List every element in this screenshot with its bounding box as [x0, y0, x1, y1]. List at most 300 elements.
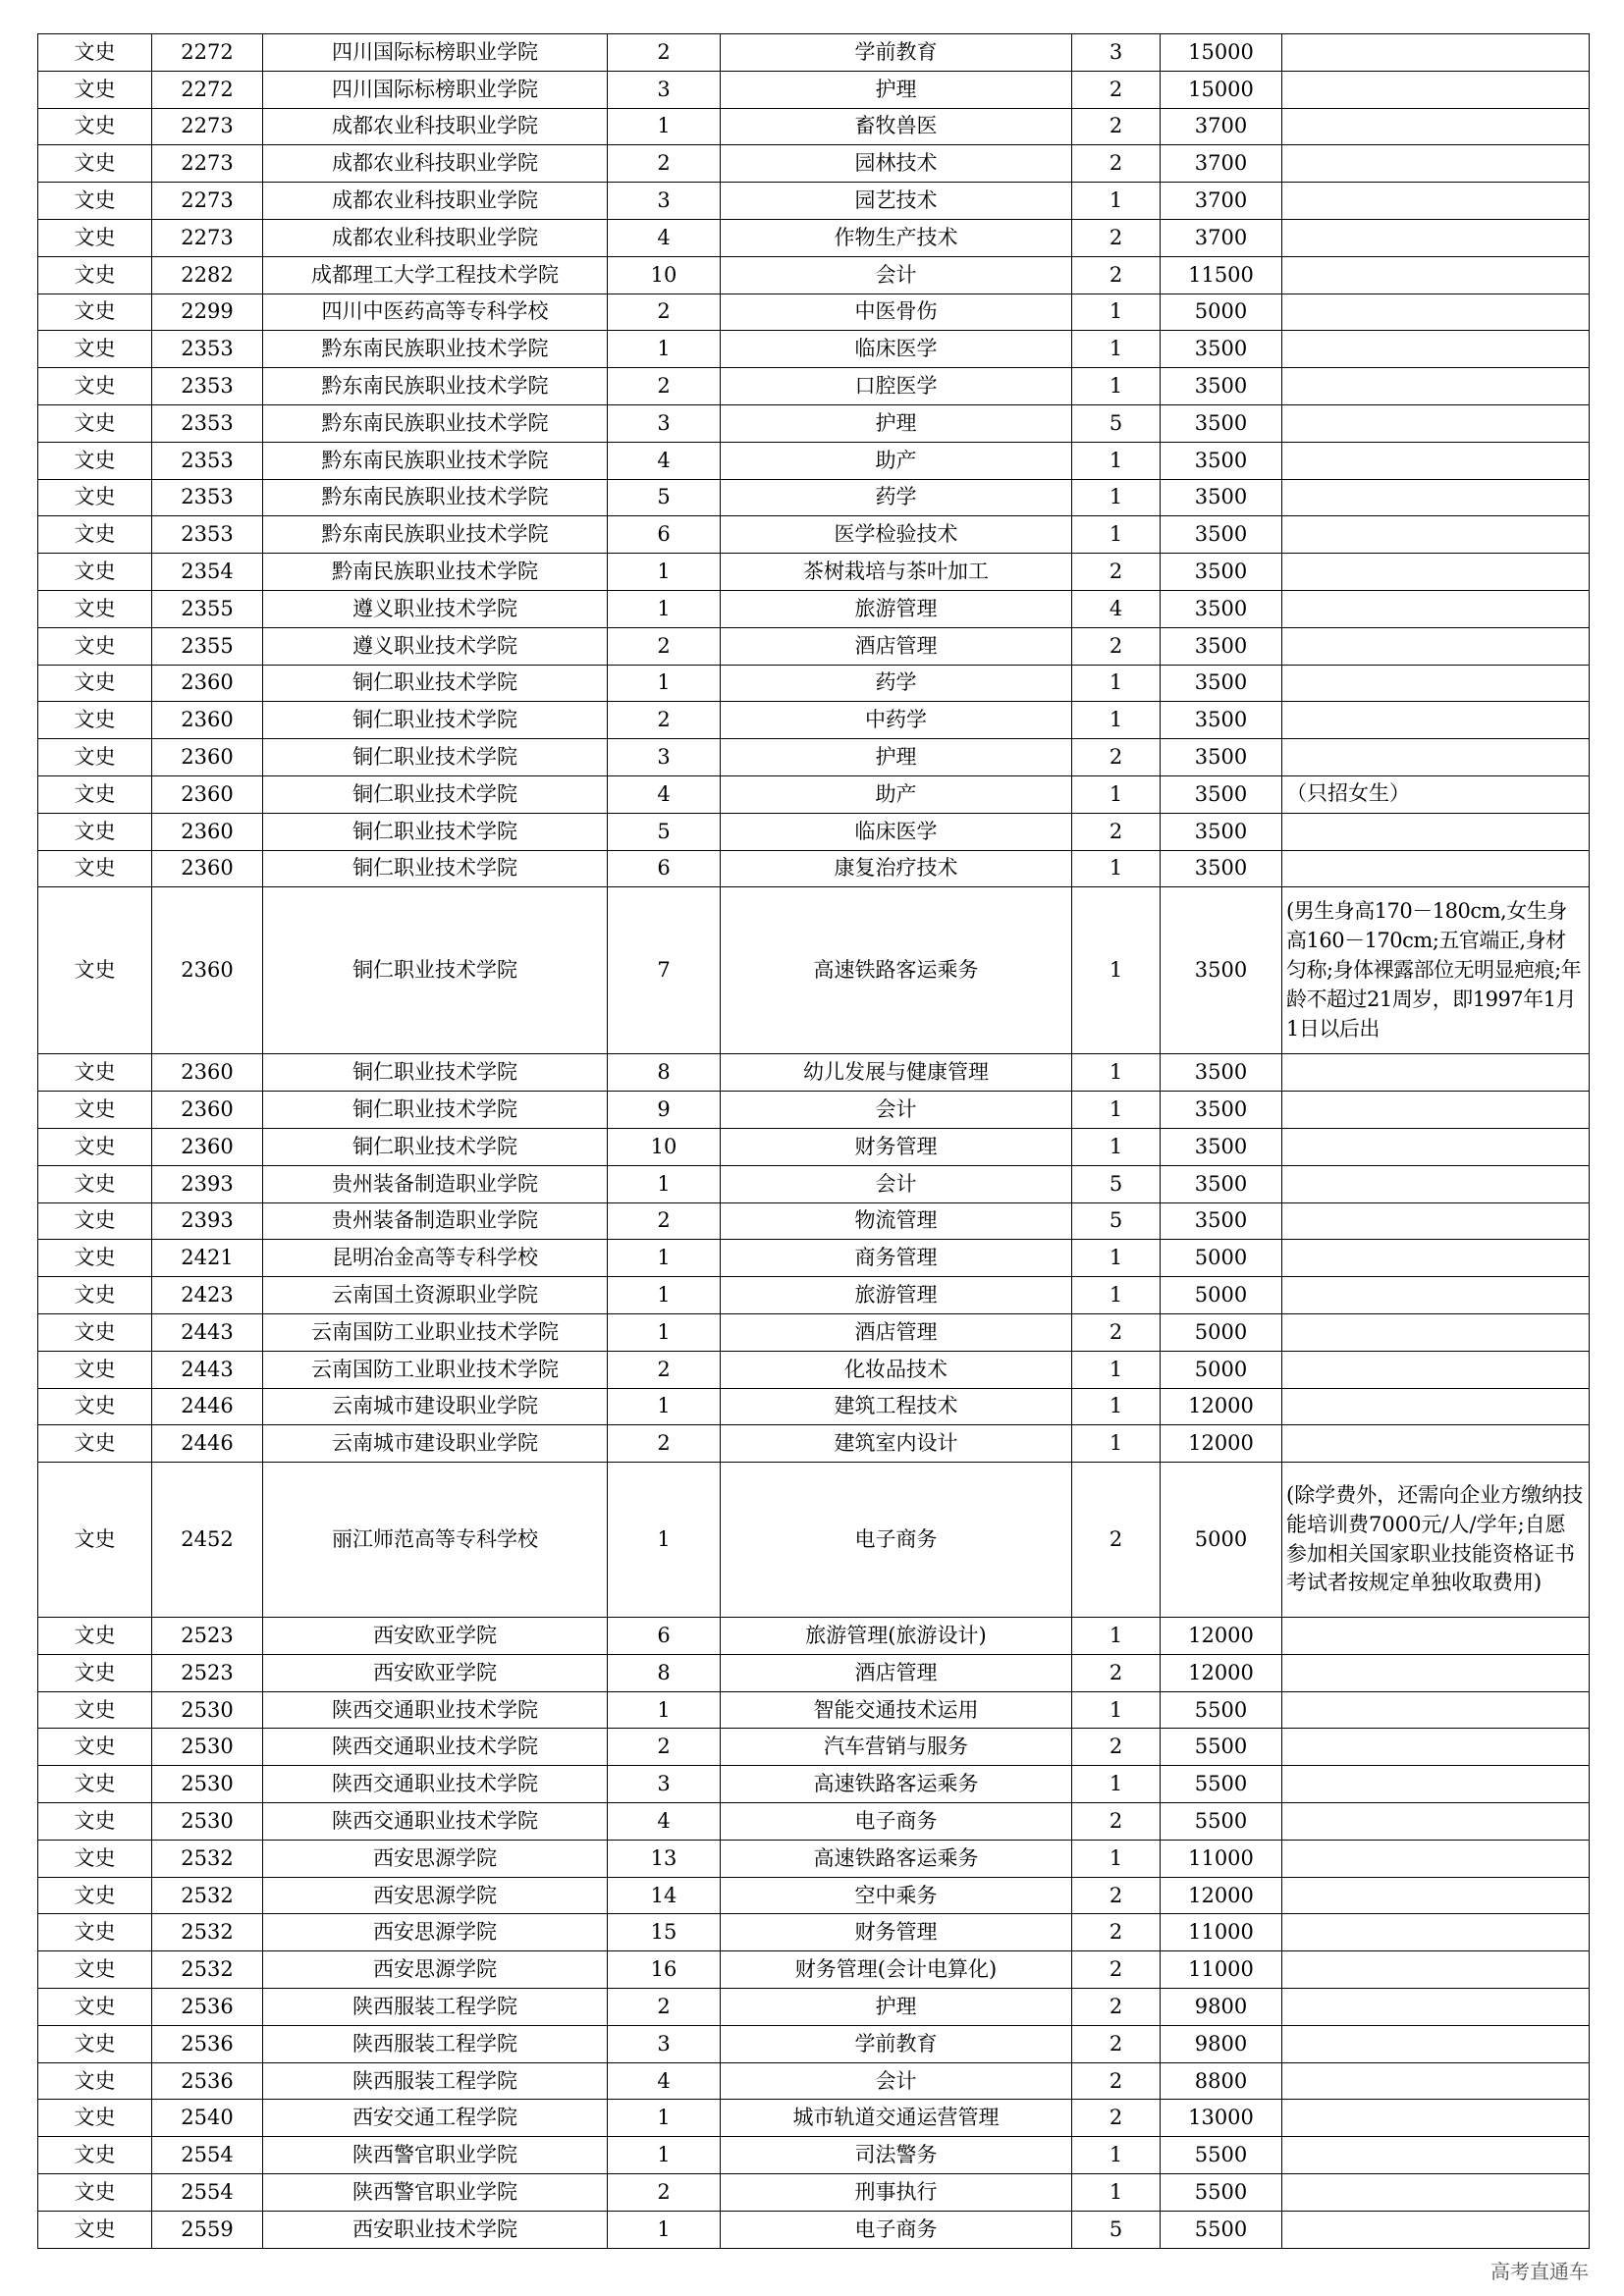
cell-note [1282, 1202, 1590, 1240]
cell-tuition: 3500 [1161, 554, 1282, 591]
cell-school-name: 云南国防工业职业技术学院 [263, 1313, 608, 1351]
cell-years: 2 [1072, 1729, 1161, 1766]
cell-note [1282, 1989, 1590, 2026]
cell-years: 2 [1072, 71, 1161, 108]
cell-school-code: 2273 [152, 219, 263, 256]
cell-tuition: 11000 [1161, 1914, 1282, 1951]
cell-tuition: 12000 [1161, 1618, 1282, 1655]
cell-subject: 文史 [38, 702, 152, 739]
cell-years: 1 [1072, 775, 1161, 813]
cell-tuition: 12000 [1161, 1425, 1282, 1463]
cell-school-name: 黔东南民族职业技术学院 [263, 479, 608, 516]
cell-school-name: 铜仁职业技术学院 [263, 775, 608, 813]
cell-major-name: 刑事执行 [721, 2174, 1072, 2212]
cell-major-code: 2 [608, 368, 721, 405]
cell-school-name: 黔南民族职业技术学院 [263, 554, 608, 591]
cell-major-code: 1 [608, 331, 721, 368]
cell-years: 1 [1072, 850, 1161, 887]
cell-school-code: 2530 [152, 1691, 263, 1729]
cell-school-name: 成都农业科技职业学院 [263, 183, 608, 220]
cell-years: 2 [1072, 813, 1161, 850]
cell-tuition: 3500 [1161, 1202, 1282, 1240]
cell-major-name: 化妆品技术 [721, 1351, 1072, 1388]
cell-note [1282, 1840, 1590, 1877]
cell-school-name: 西安欧亚学院 [263, 1654, 608, 1691]
cell-major-code: 6 [608, 516, 721, 554]
cell-school-code: 2452 [152, 1463, 263, 1618]
cell-subject: 文史 [38, 1729, 152, 1766]
cell-tuition: 5500 [1161, 2137, 1282, 2174]
cell-tuition: 5500 [1161, 2174, 1282, 2212]
table-row [38, 442, 1590, 479]
cell-major-code: 2 [608, 294, 721, 331]
cell-major-code: 8 [608, 1054, 721, 1092]
cell-major-name: 药学 [721, 665, 1072, 702]
cell-note [1282, 1054, 1590, 1092]
cell-school-code: 2360 [152, 1092, 263, 1129]
cell-school-code: 2360 [152, 850, 263, 887]
cell-subject: 文史 [38, 627, 152, 665]
table-row [38, 813, 1590, 850]
table-row [38, 850, 1590, 887]
table-row [38, 2137, 1590, 2174]
cell-major-name: 会计 [721, 2062, 1072, 2100]
cell-major-code: 14 [608, 1877, 721, 1914]
cell-major-name: 会计 [721, 1165, 1072, 1202]
cell-school-name: 黔东南民族职业技术学院 [263, 368, 608, 405]
table-row [38, 1729, 1590, 1766]
cell-major-code: 3 [608, 71, 721, 108]
cell-major-name: 酒店管理 [721, 1313, 1072, 1351]
cell-school-code: 2393 [152, 1202, 263, 1240]
cell-tuition: 3500 [1161, 442, 1282, 479]
cell-subject: 文史 [38, 2100, 152, 2137]
cell-major-name: 旅游管理 [721, 1277, 1072, 1314]
cell-school-name: 贵州装备制造职业学院 [263, 1202, 608, 1240]
cell-years: 1 [1072, 294, 1161, 331]
cell-note [1282, 665, 1590, 702]
cell-years: 1 [1072, 331, 1161, 368]
cell-note: (男生身高170－180cm,女生身高160－170cm;五官端正,身材匀称;身体裸露部位无明显疤痕;年龄不超过21周岁，即1997年1月1日以后出 [1282, 887, 1590, 1054]
cell-tuition: 8800 [1161, 2062, 1282, 2100]
cell-note [1282, 554, 1590, 591]
cell-years: 1 [1072, 1240, 1161, 1277]
cell-major-name: 中医骨伤 [721, 294, 1072, 331]
cell-school-name: 铜仁职业技术学院 [263, 887, 608, 1054]
cell-major-code: 3 [608, 739, 721, 776]
table-row [38, 1654, 1590, 1691]
cell-years: 1 [1072, 442, 1161, 479]
table-row [38, 887, 1590, 1054]
cell-major-code: 2 [608, 1351, 721, 1388]
cell-school-name: 成都理工大学工程技术学院 [263, 256, 608, 294]
cell-years: 1 [1072, 1425, 1161, 1463]
cell-school-code: 2559 [152, 2211, 263, 2248]
cell-note [1282, 2100, 1590, 2137]
cell-years: 1 [1072, 1351, 1161, 1388]
cell-school-code: 2273 [152, 145, 263, 183]
cell-note [1282, 1313, 1590, 1351]
cell-major-name: 医学检验技术 [721, 516, 1072, 554]
cell-major-code: 9 [608, 1092, 721, 1129]
cell-note [1282, 590, 1590, 627]
cell-school-code: 2353 [152, 368, 263, 405]
cell-subject: 文史 [38, 775, 152, 813]
table-row [38, 331, 1590, 368]
cell-note [1282, 442, 1590, 479]
cell-school-code: 2360 [152, 665, 263, 702]
cell-major-code: 6 [608, 1618, 721, 1655]
cell-major-name: 旅游管理 [721, 590, 1072, 627]
cell-school-code: 2530 [152, 1729, 263, 1766]
cell-school-name: 陕西交通职业技术学院 [263, 1691, 608, 1729]
cell-school-code: 2353 [152, 331, 263, 368]
cell-years: 2 [1072, 1989, 1161, 2026]
cell-years: 2 [1072, 1914, 1161, 1951]
cell-tuition: 12000 [1161, 1388, 1282, 1425]
cell-school-code: 2360 [152, 813, 263, 850]
cell-years: 2 [1072, 1951, 1161, 1989]
cell-school-name: 陕西警官职业学院 [263, 2174, 608, 2212]
cell-major-name: 财务管理 [721, 1914, 1072, 1951]
cell-subject: 文史 [38, 108, 152, 145]
cell-years: 1 [1072, 1277, 1161, 1314]
cell-school-name: 云南城市建设职业学院 [263, 1388, 608, 1425]
cell-major-code: 5 [608, 479, 721, 516]
cell-note [1282, 1425, 1590, 1463]
cell-major-code: 5 [608, 813, 721, 850]
cell-note [1282, 219, 1590, 256]
cell-note [1282, 404, 1590, 442]
cell-subject: 文史 [38, 665, 152, 702]
cell-note [1282, 702, 1590, 739]
cell-years: 2 [1072, 108, 1161, 145]
cell-tuition: 5500 [1161, 1766, 1282, 1803]
cell-major-code: 10 [608, 256, 721, 294]
cell-school-name: 西安思源学院 [263, 1840, 608, 1877]
cell-school-code: 2554 [152, 2174, 263, 2212]
cell-school-code: 2530 [152, 1803, 263, 1841]
cell-years: 1 [1072, 1128, 1161, 1165]
cell-subject: 文史 [38, 1388, 152, 1425]
cell-school-code: 2360 [152, 739, 263, 776]
cell-subject: 文史 [38, 479, 152, 516]
cell-school-name: 陕西服装工程学院 [263, 1989, 608, 2026]
cell-note [1282, 2062, 1590, 2100]
cell-major-code: 7 [608, 887, 721, 1054]
cell-major-code: 2 [608, 627, 721, 665]
cell-school-code: 2273 [152, 183, 263, 220]
cell-years: 1 [1072, 183, 1161, 220]
cell-school-name: 铜仁职业技术学院 [263, 665, 608, 702]
table-row [38, 516, 1590, 554]
cell-major-name: 茶树栽培与茶叶加工 [721, 554, 1072, 591]
cell-major-code: 1 [608, 1463, 721, 1618]
cell-tuition: 5500 [1161, 1691, 1282, 1729]
cell-major-code: 2 [608, 702, 721, 739]
cell-tuition: 3700 [1161, 145, 1282, 183]
cell-major-name: 电子商务 [721, 1803, 1072, 1841]
cell-note [1282, 1951, 1590, 1989]
table-row [38, 256, 1590, 294]
cell-tuition: 3500 [1161, 775, 1282, 813]
cell-tuition: 13000 [1161, 2100, 1282, 2137]
cell-school-code: 2360 [152, 1054, 263, 1092]
cell-major-name: 司法警务 [721, 2137, 1072, 2174]
cell-subject: 文史 [38, 1951, 152, 1989]
cell-school-name: 铜仁职业技术学院 [263, 813, 608, 850]
cell-tuition: 11500 [1161, 256, 1282, 294]
cell-note [1282, 1803, 1590, 1841]
cell-school-code: 2355 [152, 590, 263, 627]
cell-note [1282, 1691, 1590, 1729]
cell-note [1282, 2137, 1590, 2174]
cell-school-code: 2523 [152, 1618, 263, 1655]
table-row [38, 1128, 1590, 1165]
cell-major-code: 1 [608, 1277, 721, 1314]
cell-note [1282, 1165, 1590, 1202]
cell-years: 1 [1072, 1092, 1161, 1129]
cell-years: 1 [1072, 1691, 1161, 1729]
cell-school-code: 2536 [152, 2062, 263, 2100]
cell-years: 5 [1072, 2211, 1161, 2248]
cell-tuition: 5000 [1161, 1240, 1282, 1277]
cell-tuition: 5000 [1161, 1351, 1282, 1388]
cell-school-code: 2353 [152, 479, 263, 516]
table-row [38, 1313, 1590, 1351]
table-row [38, 1092, 1590, 1129]
cell-tuition: 15000 [1161, 71, 1282, 108]
cell-note [1282, 1240, 1590, 1277]
table-row [38, 34, 1590, 72]
cell-tuition: 3500 [1161, 404, 1282, 442]
table-row [38, 1425, 1590, 1463]
cell-major-code: 3 [608, 404, 721, 442]
table-row [38, 1054, 1590, 1092]
cell-school-name: 遵义职业技术学院 [263, 590, 608, 627]
cell-major-code: 2 [608, 1425, 721, 1463]
cell-school-code: 2443 [152, 1351, 263, 1388]
cell-years: 2 [1072, 2100, 1161, 2137]
cell-subject: 文史 [38, 1054, 152, 1092]
cell-major-name: 园艺技术 [721, 183, 1072, 220]
cell-subject: 文史 [38, 1877, 152, 1914]
cell-years: 1 [1072, 1766, 1161, 1803]
cell-note [1282, 1388, 1590, 1425]
cell-note [1282, 627, 1590, 665]
cell-major-code: 13 [608, 1840, 721, 1877]
cell-major-code: 2 [608, 145, 721, 183]
cell-school-code: 2532 [152, 1877, 263, 1914]
cell-school-name: 云南国防工业职业技术学院 [263, 1351, 608, 1388]
cell-school-name: 黔东南民族职业技术学院 [263, 404, 608, 442]
cell-years: 1 [1072, 479, 1161, 516]
cell-school-code: 2532 [152, 1951, 263, 1989]
cell-school-name: 云南城市建设职业学院 [263, 1425, 608, 1463]
cell-school-name: 陕西警官职业学院 [263, 2137, 608, 2174]
cell-major-code: 4 [608, 442, 721, 479]
cell-subject: 文史 [38, 1425, 152, 1463]
table-row [38, 1914, 1590, 1951]
cell-note [1282, 256, 1590, 294]
cell-years: 2 [1072, 2062, 1161, 2100]
cell-school-code: 2443 [152, 1313, 263, 1351]
cell-major-name: 酒店管理 [721, 1654, 1072, 1691]
cell-note [1282, 2025, 1590, 2062]
cell-years: 2 [1072, 1877, 1161, 1914]
cell-years: 2 [1072, 256, 1161, 294]
cell-major-name: 助产 [721, 442, 1072, 479]
cell-tuition: 12000 [1161, 1877, 1282, 1914]
cell-school-code: 2446 [152, 1425, 263, 1463]
cell-major-code: 1 [608, 108, 721, 145]
cell-tuition: 3500 [1161, 516, 1282, 554]
cell-school-name: 西安欧亚学院 [263, 1618, 608, 1655]
cell-years: 2 [1072, 739, 1161, 776]
table-row [38, 404, 1590, 442]
cell-tuition: 3500 [1161, 590, 1282, 627]
table-row [38, 294, 1590, 331]
cell-school-name: 丽江师范高等专科学校 [263, 1463, 608, 1618]
cell-note [1282, 1729, 1590, 1766]
cell-major-name: 临床医学 [721, 813, 1072, 850]
cell-tuition: 5500 [1161, 1729, 1282, 1766]
cell-subject: 文史 [38, 590, 152, 627]
cell-subject: 文史 [38, 404, 152, 442]
cell-major-code: 1 [608, 1240, 721, 1277]
table-row [38, 2174, 1590, 2212]
cell-years: 2 [1072, 1463, 1161, 1618]
cell-major-name: 口腔医学 [721, 368, 1072, 405]
cell-tuition: 5500 [1161, 2211, 1282, 2248]
cell-subject: 文史 [38, 1766, 152, 1803]
cell-school-name: 西安职业技术学院 [263, 2211, 608, 2248]
cell-subject: 文史 [38, 1803, 152, 1841]
cell-major-code: 1 [608, 1691, 721, 1729]
cell-tuition: 3700 [1161, 108, 1282, 145]
cell-years: 1 [1072, 887, 1161, 1054]
cell-major-name: 药学 [721, 479, 1072, 516]
cell-major-code: 1 [608, 1165, 721, 1202]
cell-school-code: 2536 [152, 1989, 263, 2026]
cell-subject: 文史 [38, 1202, 152, 1240]
cell-major-name: 财务管理 [721, 1128, 1072, 1165]
cell-school-name: 昆明冶金高等专科学校 [263, 1240, 608, 1277]
cell-years: 2 [1072, 554, 1161, 591]
cell-school-code: 2554 [152, 2137, 263, 2174]
cell-subject: 文史 [38, 1277, 152, 1314]
cell-years: 4 [1072, 590, 1161, 627]
cell-school-name: 陕西服装工程学院 [263, 2025, 608, 2062]
cell-note [1282, 34, 1590, 72]
cell-school-code: 2360 [152, 1128, 263, 1165]
cell-subject: 文史 [38, 554, 152, 591]
cell-years: 1 [1072, 1618, 1161, 1655]
cell-years: 5 [1072, 404, 1161, 442]
cell-school-name: 黔东南民族职业技术学院 [263, 331, 608, 368]
cell-major-code: 1 [608, 590, 721, 627]
cell-major-name: 建筑室内设计 [721, 1425, 1072, 1463]
cell-major-code: 2 [608, 1729, 721, 1766]
cell-major-code: 4 [608, 219, 721, 256]
cell-note [1282, 368, 1590, 405]
cell-note [1282, 331, 1590, 368]
cell-major-name: 商务管理 [721, 1240, 1072, 1277]
cell-tuition: 3500 [1161, 813, 1282, 850]
cell-note [1282, 1914, 1590, 1951]
cell-note: （只招女生） [1282, 775, 1590, 813]
cell-major-name: 物流管理 [721, 1202, 1072, 1240]
cell-school-name: 四川国际标榜职业学院 [263, 34, 608, 72]
enrollment-table [37, 33, 1590, 2249]
cell-note [1282, 1766, 1590, 1803]
cell-tuition: 3500 [1161, 665, 1282, 702]
table-row [38, 775, 1590, 813]
table-row [38, 1165, 1590, 1202]
cell-subject: 文史 [38, 219, 152, 256]
cell-major-code: 1 [608, 665, 721, 702]
cell-major-code: 2 [608, 1202, 721, 1240]
table-row [38, 2025, 1590, 2062]
cell-subject: 文史 [38, 1092, 152, 1129]
cell-major-code: 4 [608, 775, 721, 813]
cell-subject: 文史 [38, 1165, 152, 1202]
cell-note [1282, 145, 1590, 183]
cell-tuition: 3500 [1161, 479, 1282, 516]
cell-school-name: 云南国土资源职业学院 [263, 1277, 608, 1314]
table-row [38, 590, 1590, 627]
table-row [38, 219, 1590, 256]
cell-tuition: 12000 [1161, 1654, 1282, 1691]
cell-tuition: 11000 [1161, 1840, 1282, 1877]
table-row [38, 1877, 1590, 1914]
cell-subject: 文史 [38, 1914, 152, 1951]
cell-major-name: 临床医学 [721, 331, 1072, 368]
cell-note [1282, 1618, 1590, 1655]
cell-years: 1 [1072, 665, 1161, 702]
cell-note [1282, 1351, 1590, 1388]
cell-years: 2 [1072, 2025, 1161, 2062]
cell-tuition: 3500 [1161, 331, 1282, 368]
cell-tuition: 3500 [1161, 368, 1282, 405]
cell-school-code: 2272 [152, 71, 263, 108]
cell-major-name: 汽车营销与服务 [721, 1729, 1072, 1766]
cell-major-name: 学前教育 [721, 2025, 1072, 2062]
cell-years: 2 [1072, 145, 1161, 183]
cell-major-name: 高速铁路客运乘务 [721, 1766, 1072, 1803]
cell-school-name: 西安思源学院 [263, 1951, 608, 1989]
cell-school-code: 2532 [152, 1840, 263, 1877]
cell-major-code: 1 [608, 1313, 721, 1351]
cell-note [1282, 479, 1590, 516]
cell-major-code: 3 [608, 183, 721, 220]
cell-tuition: 11000 [1161, 1951, 1282, 1989]
cell-note [1282, 850, 1590, 887]
cell-school-name: 黔东南民族职业技术学院 [263, 516, 608, 554]
cell-years: 2 [1072, 1654, 1161, 1691]
cell-subject: 文史 [38, 331, 152, 368]
cell-note [1282, 1654, 1590, 1691]
cell-major-code: 4 [608, 1803, 721, 1841]
cell-school-name: 成都农业科技职业学院 [263, 145, 608, 183]
cell-major-code: 1 [608, 1388, 721, 1425]
cell-tuition: 3500 [1161, 1092, 1282, 1129]
cell-subject: 文史 [38, 1128, 152, 1165]
cell-major-name: 护理 [721, 739, 1072, 776]
table-row [38, 702, 1590, 739]
cell-subject: 文史 [38, 739, 152, 776]
cell-note: (除学费外，还需向企业方缴纳技能培训费7000元/人/学年;自愿参加相关国家职业技能资格证书考试者按规定单独收取费用) [1282, 1463, 1590, 1618]
